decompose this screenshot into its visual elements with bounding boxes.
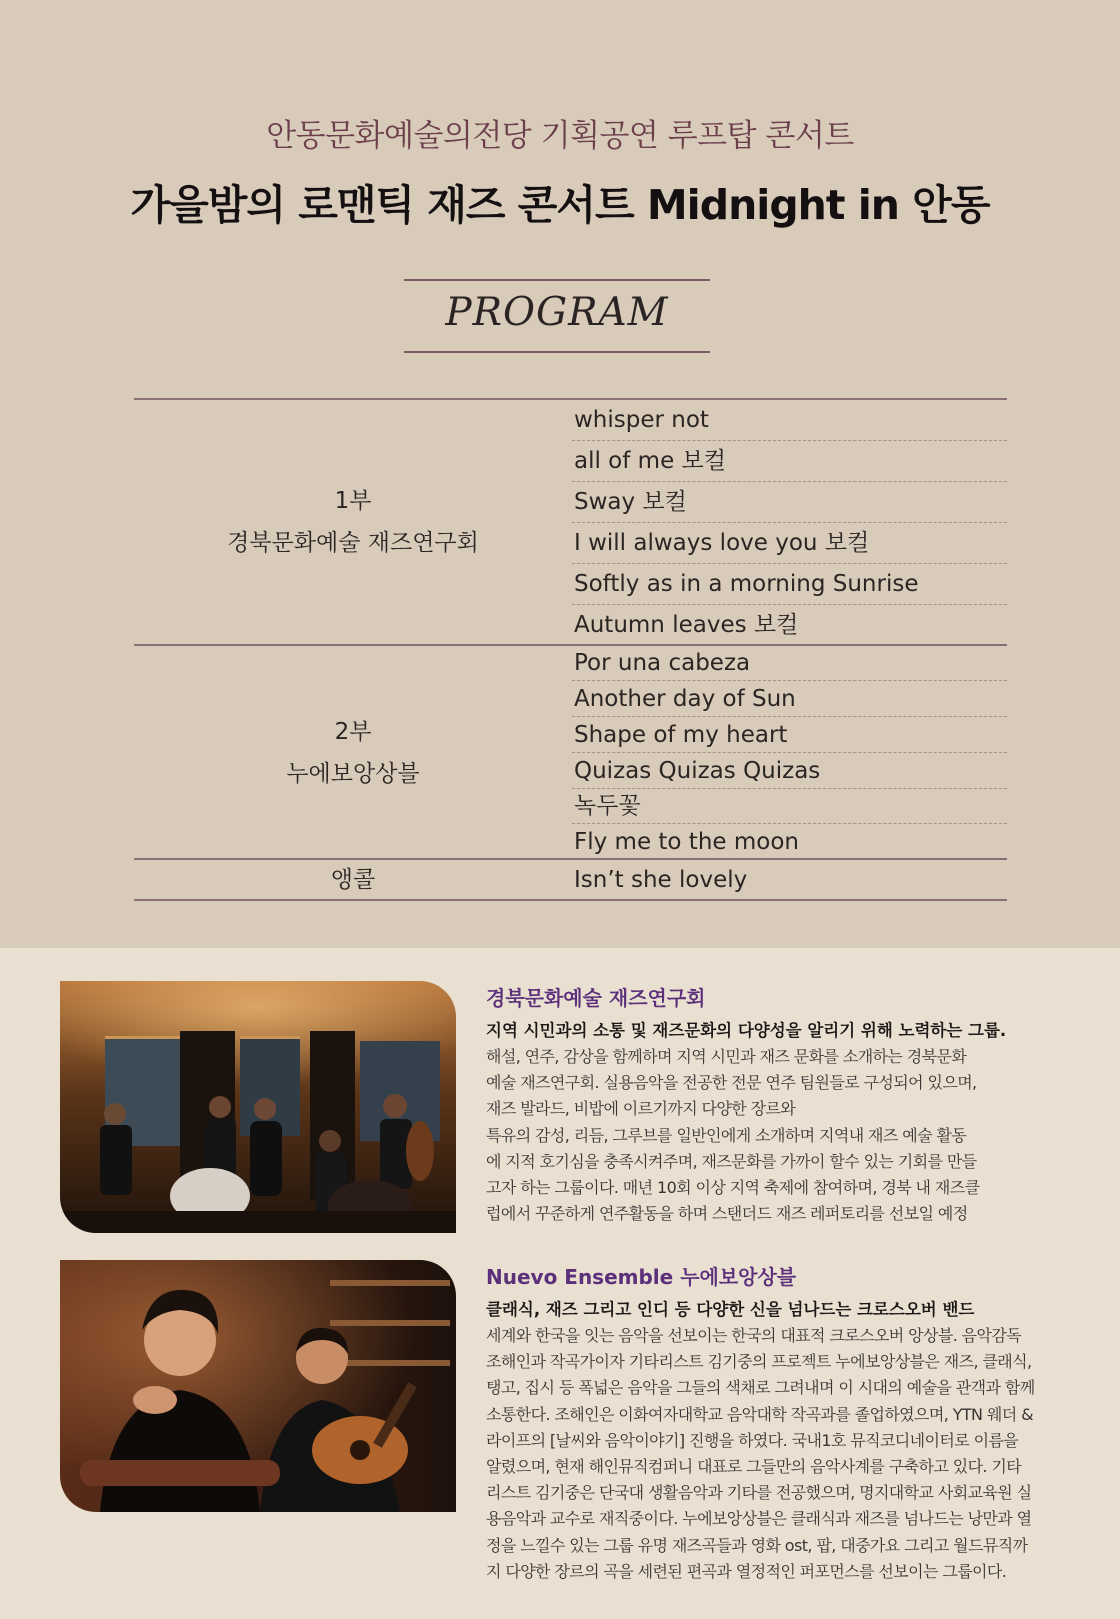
song-item: Sway 보컬 bbox=[574, 489, 687, 515]
bio-line: 조해인과 작곡가이자 기타리스트 김기중의 프로젝트 누에보앙상블은 재즈, 클래식, bbox=[486, 1352, 1032, 1372]
bio-line: 고자 하는 그룹이다. 매년 10회 이상 지역 축제에 참여하며, 경북 내 재즈클 bbox=[486, 1178, 980, 1198]
song-item: Isn’t she lovely bbox=[574, 867, 748, 893]
program-heading: PROGRAM bbox=[445, 290, 669, 335]
program-top-line bbox=[404, 279, 710, 281]
jazz-band-photo bbox=[60, 981, 456, 1233]
part-divider-rule bbox=[134, 644, 1007, 646]
song-item: Shape of my heart bbox=[574, 722, 788, 748]
row-divider bbox=[572, 788, 1007, 789]
ensemble-tagline: 지역 시민과의 소통 및 재즈문화의 다양성을 알리기 위해 노력하는 그룹. bbox=[486, 1021, 1007, 1040]
encore-label: 앵콜 bbox=[330, 867, 376, 893]
ensemble-bio-2 bbox=[486, 1261, 1066, 1585]
row-divider bbox=[572, 481, 1007, 482]
table-bottom-rule bbox=[134, 899, 1007, 901]
bio-line: 재즈 발라드, 비밥에 이르기까지 다양한 장르와 bbox=[486, 1099, 796, 1119]
bio-line: 정을 느낄수 있는 그룹 유명 재즈곡들과 영화 ost, 팝, 대중가요 그리고 월드뮤직까 bbox=[486, 1535, 1028, 1555]
bio-line: 럽에서 꾸준하게 연주활동을 하며 스탠더드 재즈 레퍼토리를 선보일 예정 bbox=[486, 1204, 968, 1224]
part1-performer: 경북문화예술 재즈연구회 bbox=[227, 530, 479, 556]
jazz-band-photo-image bbox=[60, 981, 456, 1233]
row-divider bbox=[572, 716, 1007, 717]
song-item: Autumn leaves 보컬 bbox=[574, 612, 799, 638]
row-divider bbox=[572, 604, 1007, 605]
program-bottom-line bbox=[404, 351, 710, 353]
duo-photo bbox=[60, 1260, 456, 1512]
row-divider bbox=[572, 823, 1007, 824]
row-divider bbox=[572, 752, 1007, 753]
bio-line: 세계와 한국을 잇는 음악을 선보이는 한국의 대표적 크로스오버 앙상블. 음악감독 bbox=[486, 1326, 1022, 1345]
song-item: Another day of Sun bbox=[574, 686, 796, 712]
bio-line: 소통한다. 조해인은 이화여자대학교 음악대학 작곡과를 졸업하였으며, YTN 웨더 & bbox=[486, 1404, 1033, 1424]
bio-line: 지 다양한 장르의 곡을 세련된 편곡과 열정적인 퍼포먼스를 선보이는 그룹이다. bbox=[486, 1561, 1007, 1581]
song-item: all of me 보컬 bbox=[574, 448, 726, 474]
concert-subtitle: 안동문화예술의전당 기획공연 루프탑 콘서트 bbox=[266, 118, 854, 154]
song-item: 녹두꽃 bbox=[574, 793, 641, 819]
song-item: Softly as in a morning Sunrise bbox=[574, 571, 919, 597]
song-item: whisper not bbox=[574, 407, 709, 433]
bio-line: 예술 재즈연구회. 실용음악을 전공한 전문 연주 팀원들로 구성되어 있으며, bbox=[486, 1073, 977, 1093]
ensemble-name: Nuevo Ensemble 누에보앙상블 bbox=[486, 1265, 797, 1289]
bio-line: 해설, 연주, 감상을 함께하며 지역 시민과 재즈 문화를 소개하는 경북문화 bbox=[486, 1047, 967, 1066]
part1-label: 1부 bbox=[334, 488, 372, 514]
song-item: I will always love you 보컬 bbox=[574, 530, 870, 556]
part2-label: 2부 bbox=[334, 719, 372, 745]
bio-line: 알렸으며, 현재 해인뮤직컴퍼니 대표로 그들만의 음악사계를 구축하고 있다. 기타 bbox=[486, 1457, 1022, 1477]
duo-photo-image bbox=[60, 1260, 456, 1512]
bio-line: 에 지적 호기심을 충족시켜주며, 재즈문화를 가까이 할수 있는 기회를 만들 bbox=[486, 1151, 977, 1171]
row-divider bbox=[572, 680, 1007, 681]
ensemble-bio-1 bbox=[486, 982, 1066, 1227]
song-item: Por una cabeza bbox=[574, 650, 751, 676]
concert-title: 가을밤의 로맨틱 재즈 콘서트 Midnight in 안동 bbox=[130, 181, 990, 229]
row-divider bbox=[572, 563, 1007, 564]
row-divider bbox=[572, 440, 1007, 441]
song-item: Quizas Quizas Quizas bbox=[574, 758, 821, 784]
ensemble-tagline: 클래식, 재즈 그리고 인디 등 다양한 신을 넘나드는 크로스오버 밴드 bbox=[486, 1300, 975, 1319]
row-divider bbox=[572, 522, 1007, 523]
bio-line: 탱고, 집시 등 폭넓은 음악을 그들의 색채로 그려내며 이 시대의 예술을 관객과 함께 bbox=[486, 1378, 1035, 1398]
bio-line: 라이프의 [날씨와 음악이야기] 진행을 하였다. 국내1호 뮤직코디네이터로 이름을 bbox=[486, 1430, 1019, 1450]
ensemble-name: 경북문화예술 재즈연구회 bbox=[486, 986, 706, 1010]
song-item: Fly me to the moon bbox=[574, 829, 799, 855]
part-divider-rule bbox=[134, 858, 1007, 860]
bio-line: 리스트 김기중은 단국대 생활음악과 기타를 전공했으며, 명지대학교 사회교육원 실 bbox=[486, 1483, 1032, 1503]
table-top-rule bbox=[134, 398, 1007, 400]
part2-performer: 누에보앙상블 bbox=[286, 761, 420, 787]
bio-line: 용음악과 교수로 재직중이다. 누에보앙상블은 클래식과 재즈를 넘나드는 낭만과 열 bbox=[486, 1509, 1032, 1529]
bio-line: 특유의 감성, 리듬, 그루브를 일반인에게 소개하며 지역내 재즈 예술 활동 bbox=[486, 1125, 967, 1145]
